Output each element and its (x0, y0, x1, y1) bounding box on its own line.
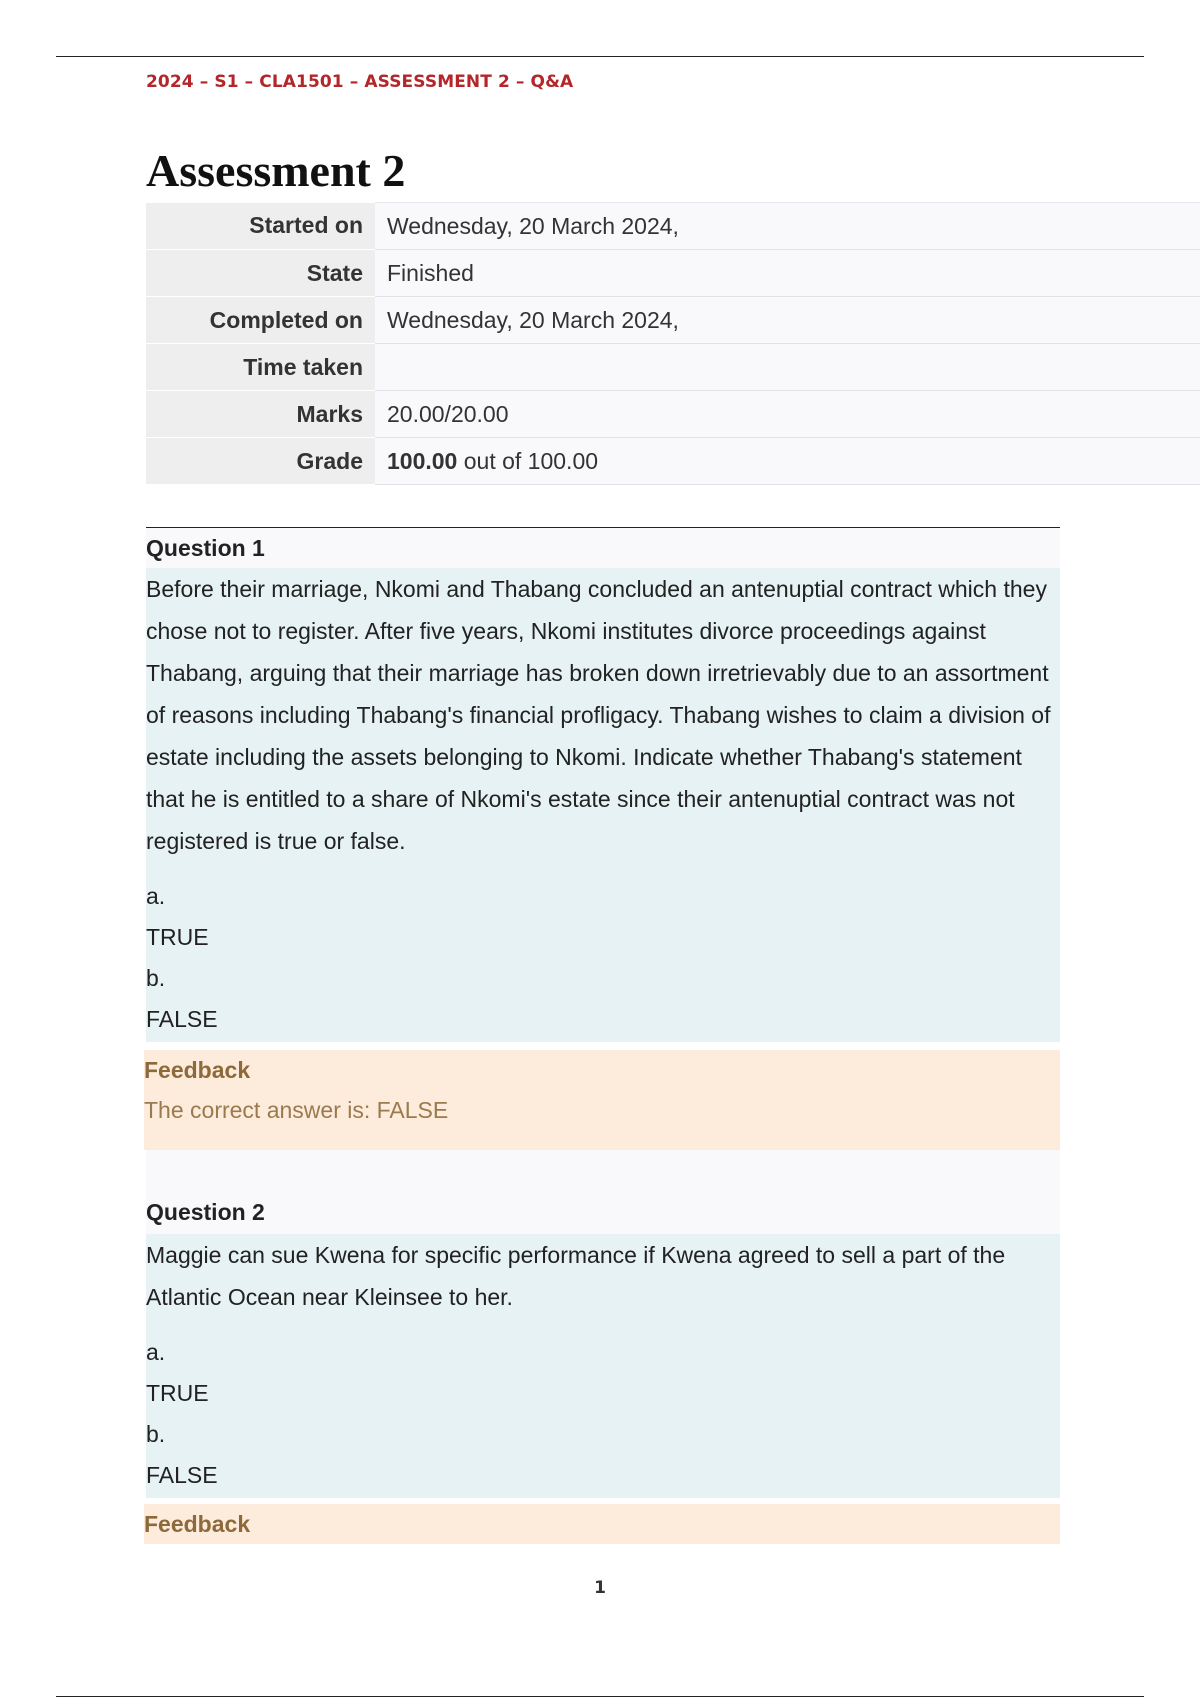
summary-value: Wednesday, 20 March 2024, (375, 203, 1200, 250)
top-rule (56, 56, 1144, 57)
answer-options (146, 876, 1056, 1040)
option-letter: a. (146, 1339, 166, 1365)
document-header: 2024 – S1 – CLA1501 – ASSESSMENT 2 – Q&A (146, 72, 574, 92)
feedback-text: The correct answer is: FALSE (144, 1097, 449, 1123)
question-spacer (146, 1150, 1060, 1190)
summary-label: Grade (146, 438, 375, 485)
feedback-title: Feedback (144, 1511, 251, 1537)
grade-value: 100.00 (387, 447, 458, 474)
summary-row-marks (146, 391, 1200, 438)
grade-out-of: out of 100.00 (457, 447, 599, 474)
summary-row-state (146, 250, 1200, 297)
summary-label: Started on (146, 203, 375, 250)
question-body (146, 1234, 1060, 1498)
option-text: TRUE (146, 924, 209, 950)
question-label: Question 2 (146, 1190, 1060, 1234)
summary-value: Wednesday, 20 March 2024, (375, 297, 1200, 344)
feedback-title: Feedback (144, 1057, 251, 1083)
option-text: FALSE (146, 1006, 218, 1032)
option-text: FALSE (146, 1462, 218, 1488)
feedback-box (144, 1504, 1060, 1544)
summary-label: Completed on (146, 297, 375, 344)
page-title: Assessment 2 (146, 145, 406, 196)
option-letter: b. (146, 965, 166, 991)
summary-label: Time taken (146, 344, 375, 391)
question-text: Before their marriage, Nkomi and Thabang concluded an antenuptial contract which they chose not to register. After five years, Nkomi institutes divorce proceedings against Thabang, arguing that their marriage has broken down irretrievably due to an assortment of reasons including Thabang's financial profligacy. Thabang wishes to claim a division of estate including the assets belonging to Nkomi. Indicate whether Thabang's statement that he is entitled to a share of Nkomi's estate since their antenuptial contract was not registered is true or false. (146, 576, 1051, 854)
summary-row-completed-on (146, 297, 1200, 344)
question-text: Maggie can sue Kwena for specific performance if Kwena agreed to sell a part of the Atlantic Ocean near Kleinsee to her. (146, 1242, 1006, 1310)
feedback-box (144, 1050, 1060, 1150)
question-1 (146, 527, 1060, 1190)
attempt-summary-table (146, 202, 1200, 485)
page-content (146, 140, 1200, 1544)
summary-label: Marks (146, 391, 375, 438)
bottom-rule (56, 1696, 1144, 1697)
option-letter: b. (146, 1421, 166, 1447)
summary-row-time-taken (146, 344, 1200, 391)
summary-row-grade (146, 438, 1200, 485)
summary-value: 20.00/20.00 (375, 391, 1200, 438)
summary-value (375, 438, 1200, 485)
option-text: TRUE (146, 1380, 209, 1406)
question-2 (146, 1190, 1060, 1544)
page-number: 1 (594, 1578, 606, 1598)
summary-row-started-on (146, 203, 1200, 250)
option-letter: a. (146, 883, 166, 909)
answer-options (146, 1332, 1056, 1496)
question-body (146, 568, 1060, 1042)
summary-value (375, 344, 1200, 391)
summary-value: Finished (375, 250, 1200, 297)
summary-label: State (146, 250, 375, 297)
question-label: Question 1 (146, 528, 1060, 568)
